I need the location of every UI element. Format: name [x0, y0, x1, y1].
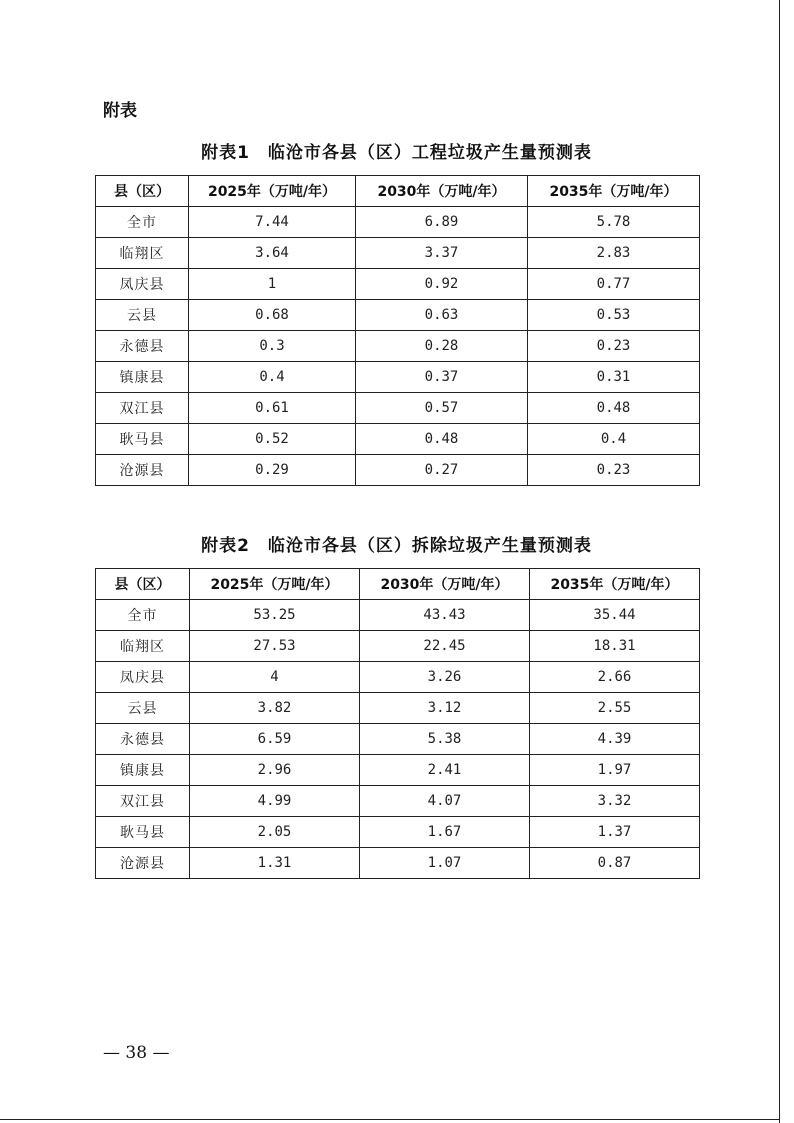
value-cell: 1.37 [530, 817, 700, 848]
value-cell: 0.48 [528, 393, 700, 424]
table2-header-county: 县（区） [96, 569, 190, 600]
value-cell: 4 [190, 662, 360, 693]
value-cell: 18.31 [530, 631, 700, 662]
table-row [96, 238, 700, 269]
county-cell: 双江县 [96, 393, 189, 424]
table2-header-row [96, 569, 700, 600]
value-cell: 3.37 [356, 238, 528, 269]
county-cell: 永德县 [96, 331, 189, 362]
value-cell: 2.55 [530, 693, 700, 724]
table1-header-row [96, 176, 700, 207]
value-cell: 0.87 [530, 848, 700, 879]
value-cell: 0.28 [356, 331, 528, 362]
value-cell: 0.3 [189, 331, 356, 362]
table2-title: 附表2 临沧市各县（区）拆除垃圾产生量预测表 [201, 536, 592, 556]
table2 [95, 568, 700, 879]
table-row [96, 600, 700, 631]
value-cell: 1.97 [530, 755, 700, 786]
table-row [96, 755, 700, 786]
table-row [96, 724, 700, 755]
value-cell: 43.43 [360, 600, 530, 631]
value-cell: 4.39 [530, 724, 700, 755]
value-cell: 5.78 [528, 207, 700, 238]
value-cell: 0.4 [189, 362, 356, 393]
county-cell: 镇康县 [96, 362, 189, 393]
table-row [96, 817, 700, 848]
value-cell: 0.77 [528, 269, 700, 300]
table2-header-2030: 2030年（万吨/年） [360, 569, 530, 600]
value-cell: 0.53 [528, 300, 700, 331]
value-cell: 3.32 [530, 786, 700, 817]
value-cell: 0.68 [189, 300, 356, 331]
county-cell: 临翔区 [96, 631, 190, 662]
value-cell: 0.23 [528, 455, 700, 486]
value-cell: 3.82 [190, 693, 360, 724]
value-cell: 2.66 [530, 662, 700, 693]
value-cell: 6.59 [190, 724, 360, 755]
value-cell: 2.83 [528, 238, 700, 269]
county-cell: 永德县 [96, 724, 190, 755]
value-cell: 0.37 [356, 362, 528, 393]
table2-header-2025: 2025年（万吨/年） [190, 569, 360, 600]
table-row [96, 786, 700, 817]
table-row [96, 362, 700, 393]
value-cell: 6.89 [356, 207, 528, 238]
table-row [96, 269, 700, 300]
table-row [96, 662, 700, 693]
table-row [96, 207, 700, 238]
county-cell: 临翔区 [96, 238, 189, 269]
county-cell: 全市 [96, 600, 190, 631]
county-cell: 沧源县 [96, 455, 189, 486]
county-cell: 云县 [96, 300, 189, 331]
value-cell: 0.63 [356, 300, 528, 331]
value-cell: 5.38 [360, 724, 530, 755]
table-row [96, 631, 700, 662]
county-cell: 凤庆县 [96, 662, 190, 693]
table-row [96, 393, 700, 424]
value-cell: 3.26 [360, 662, 530, 693]
county-cell: 凤庆县 [96, 269, 189, 300]
table-row [96, 331, 700, 362]
value-cell: 3.64 [189, 238, 356, 269]
county-cell: 云县 [96, 693, 190, 724]
value-cell: 35.44 [530, 600, 700, 631]
table-row [96, 455, 700, 486]
value-cell: 1.07 [360, 848, 530, 879]
table1-title: 附表1 临沧市各县（区）工程垃圾产生量预测表 [201, 143, 592, 163]
county-cell: 耿马县 [96, 817, 190, 848]
table-row [96, 693, 700, 724]
value-cell: 22.45 [360, 631, 530, 662]
value-cell: 0.61 [189, 393, 356, 424]
table1-header-2025: 2025年（万吨/年） [189, 176, 356, 207]
county-cell: 沧源县 [96, 848, 190, 879]
value-cell: 0.48 [356, 424, 528, 455]
appendix-label: 附表 [103, 101, 137, 121]
value-cell: 27.53 [190, 631, 360, 662]
table1-header-2035: 2035年（万吨/年） [528, 176, 700, 207]
value-cell: 0.29 [189, 455, 356, 486]
value-cell: 2.05 [190, 817, 360, 848]
table-row [96, 848, 700, 879]
value-cell: 0.92 [356, 269, 528, 300]
value-cell: 2.41 [360, 755, 530, 786]
table1-header-2030: 2030年（万吨/年） [356, 176, 528, 207]
value-cell: 4.07 [360, 786, 530, 817]
county-cell: 镇康县 [96, 755, 190, 786]
value-cell: 1 [189, 269, 356, 300]
value-cell: 7.44 [189, 207, 356, 238]
value-cell: 53.25 [190, 600, 360, 631]
table1 [95, 175, 700, 486]
value-cell: 1.67 [360, 817, 530, 848]
value-cell: 0.57 [356, 393, 528, 424]
value-cell: 3.12 [360, 693, 530, 724]
value-cell: 2.96 [190, 755, 360, 786]
table1-header-county: 县（区） [96, 176, 189, 207]
county-cell: 耿马县 [96, 424, 189, 455]
table2-header-2035: 2035年（万吨/年） [530, 569, 700, 600]
page-border-right [779, 0, 780, 1123]
value-cell: 0.52 [189, 424, 356, 455]
value-cell: 0.31 [528, 362, 700, 393]
page-number: — 38 — [103, 1043, 170, 1063]
county-cell: 双江县 [96, 786, 190, 817]
page-border-bottom [0, 1119, 780, 1120]
table-row [96, 424, 700, 455]
value-cell: 4.99 [190, 786, 360, 817]
table-row [96, 300, 700, 331]
value-cell: 0.4 [528, 424, 700, 455]
county-cell: 全市 [96, 207, 189, 238]
value-cell: 1.31 [190, 848, 360, 879]
value-cell: 0.23 [528, 331, 700, 362]
value-cell: 0.27 [356, 455, 528, 486]
